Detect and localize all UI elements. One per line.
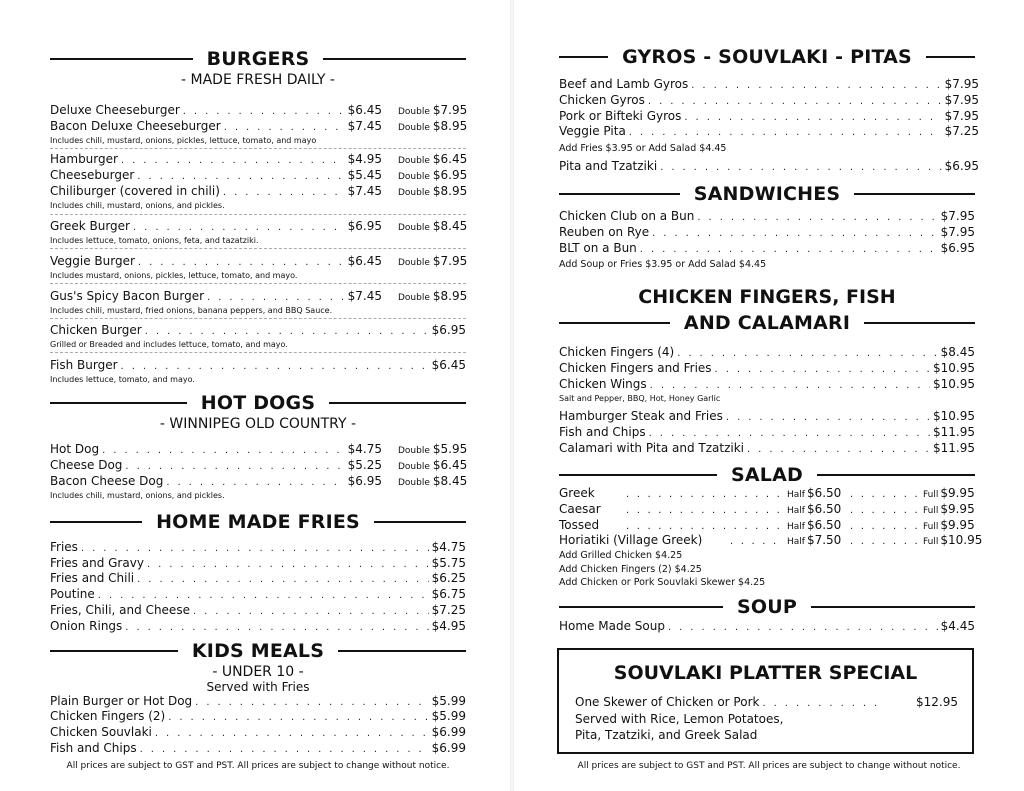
item-note: Add Chicken Fingers (2) $4.25 <box>559 564 702 575</box>
dot-leader <box>121 361 429 372</box>
double-label: Double <box>398 156 430 166</box>
dot-leader <box>626 505 784 516</box>
item-price: $5.25 <box>347 458 382 472</box>
dot-leader <box>629 127 942 138</box>
menu-item <box>559 77 979 93</box>
item-price: $7.25 <box>431 603 466 617</box>
menu-item <box>559 619 975 635</box>
salad-item <box>559 533 982 547</box>
item-price: $6.95 <box>944 159 979 173</box>
item-price: $6.45 <box>431 358 466 372</box>
heading-rule <box>811 606 975 608</box>
item-price: $5.75 <box>431 556 466 570</box>
burgers-subtitle: - MADE FRESH DAILY - <box>181 72 335 88</box>
item-name: BLT on a Bun <box>559 241 637 255</box>
item-price: $6.25 <box>431 571 466 585</box>
dashed-separator <box>50 214 466 215</box>
menu-item <box>559 377 975 393</box>
item-price: $6.95 <box>940 241 975 255</box>
double-price <box>398 119 467 133</box>
kids-heading <box>50 640 466 662</box>
item-price: $10.95 <box>933 377 975 391</box>
heading-rule <box>50 58 193 60</box>
menu-item <box>559 441 975 457</box>
dot-leader <box>224 122 345 133</box>
menu-item <box>559 409 975 425</box>
menu-item <box>50 709 466 725</box>
dot-leader <box>207 292 345 303</box>
menu-item <box>559 345 975 361</box>
item-name: Beef and Lamb Gyros <box>559 77 689 91</box>
item-price: $5.99 <box>431 709 466 723</box>
half-label: Half <box>787 506 805 516</box>
heading-rule <box>50 650 178 652</box>
dot-leader <box>121 155 345 166</box>
dot-leader <box>850 536 920 547</box>
double-label: Double <box>398 258 430 268</box>
item-name: Cheeseburger <box>50 168 135 182</box>
souvlaki-platter-box <box>557 648 974 754</box>
chicken-title-line1: CHICKEN FINGERS, FISH <box>638 286 896 308</box>
price-disclaimer: All prices are subject to GST and PST. All prices are subject to change without notice. <box>66 761 450 771</box>
menu-item <box>50 103 382 119</box>
dot-leader <box>730 536 784 547</box>
item-price: $7.95 <box>940 225 975 239</box>
menu-item <box>50 603 466 619</box>
double-price <box>398 168 467 182</box>
full-price: $9.95 <box>940 518 975 532</box>
menu-item <box>50 540 466 556</box>
chicken-heading <box>559 312 975 334</box>
menu-item <box>50 254 382 270</box>
dot-leader <box>193 606 429 617</box>
heading-rule <box>817 474 975 476</box>
menu-item <box>50 289 382 305</box>
item-name: Poutine <box>50 587 95 601</box>
menu-item <box>50 184 382 200</box>
double-label: Double <box>398 223 430 233</box>
soup-title: SOUP <box>737 596 797 618</box>
item-price: $7.45 <box>347 289 382 303</box>
heading-rule <box>559 56 608 58</box>
double-label: Double <box>398 293 430 303</box>
dot-leader <box>166 477 344 488</box>
item-name: Chicken Gyros <box>559 93 645 107</box>
item-price: $4.95 <box>347 152 382 166</box>
item-note: Add Fries $3.95 or Add Salad $4.45 <box>559 143 727 154</box>
item-name: Fries and Chili <box>50 571 135 585</box>
double-label: Double <box>398 123 430 133</box>
dashed-separator <box>50 248 466 249</box>
item-price: $10.95 <box>933 409 975 423</box>
dashed-separator <box>50 352 466 353</box>
item-name: Horiatiki (Village Greek) <box>559 533 703 547</box>
dot-leader <box>850 521 920 532</box>
item-name: Chicken Fingers and Fries <box>559 361 712 375</box>
menu-item <box>559 159 979 175</box>
item-name: Chicken Club on a Bun <box>559 209 695 223</box>
double-price <box>398 103 467 117</box>
dot-leader <box>726 412 930 423</box>
item-price: $5.99 <box>431 694 466 708</box>
item-name: Chiliburger (covered in chili) <box>50 184 220 198</box>
double-price <box>398 219 467 233</box>
gyros-title: GYROS - SOUVLAKI - PITAS <box>622 46 912 68</box>
dot-leader <box>81 543 429 554</box>
half-label: Half <box>787 522 805 532</box>
menu-item <box>559 225 975 241</box>
dot-leader <box>223 187 345 198</box>
dot-leader <box>183 106 345 117</box>
dot-leader <box>133 222 345 233</box>
double-price <box>398 289 467 303</box>
item-price: $7.95 <box>940 209 975 223</box>
double-value: $8.95 <box>432 289 468 303</box>
half-price: $6.50 <box>806 502 842 516</box>
double-value: $7.95 <box>432 254 468 268</box>
double-price <box>398 184 467 198</box>
menu-item <box>559 241 975 257</box>
dot-leader <box>850 505 920 516</box>
platter-line2: Served with Rice, Lemon Potatoes, <box>575 712 784 726</box>
item-price: $6.45 <box>347 103 382 117</box>
item-name: Greek Burger <box>50 219 130 233</box>
full-label: Full <box>922 506 939 516</box>
platter-title: SOUVLAKI PLATTER SPECIAL <box>613 662 918 684</box>
fries-title: HOME MADE FRIES <box>156 511 360 533</box>
item-name: Cheese Dog <box>50 458 123 472</box>
item-name: Bacon Cheese Dog <box>50 474 164 488</box>
item-price: $4.75 <box>347 442 382 456</box>
double-label: Double <box>398 107 430 117</box>
heading-rule <box>559 322 670 324</box>
full-label: Full <box>922 490 939 500</box>
dot-leader <box>715 364 930 375</box>
menu-item <box>50 694 466 710</box>
item-name: Chicken Burger <box>50 323 142 337</box>
full-price: $9.95 <box>940 502 975 516</box>
full-label: Full <box>922 522 939 532</box>
item-name: Fish Burger <box>50 358 118 372</box>
half-price: $6.50 <box>806 518 842 532</box>
item-note: Includes chili, mustard, onions, and pickles. <box>50 201 225 210</box>
platter-line1: One Skewer of Chicken or Pork <box>575 695 760 709</box>
double-price <box>398 442 467 456</box>
menu-item <box>559 109 979 125</box>
double-label: Double <box>398 446 430 456</box>
double-value: $6.95 <box>432 168 468 182</box>
platter-price: $12.95 <box>916 695 958 709</box>
item-name: Calamari with Pita and Tzatziki <box>559 441 744 455</box>
double-price <box>398 458 467 472</box>
item-name: Home Made Soup <box>559 619 665 633</box>
item-note: Grilled or Breaded and includes lettuce, tomato, and mayo. <box>50 340 288 349</box>
menu-item <box>559 124 979 140</box>
heading-rule <box>559 606 723 608</box>
dot-leader <box>649 428 930 439</box>
sandwiches-heading <box>559 183 975 205</box>
item-price: $7.45 <box>347 184 382 198</box>
heading-rule <box>559 193 680 195</box>
item-name: Fish and Chips <box>559 425 646 439</box>
dot-leader <box>648 96 942 107</box>
double-label: Double <box>398 188 430 198</box>
item-note: Add Soup or Fries $3.95 or Add Salad $4.45 <box>559 259 767 270</box>
item-name: Tossed <box>559 518 600 532</box>
double-value: $8.45 <box>432 474 468 488</box>
item-price: $6.99 <box>431 725 466 739</box>
menu-item <box>50 168 382 184</box>
item-price: $4.75 <box>431 540 466 554</box>
item-name: Veggie Burger <box>50 254 135 268</box>
salad-item <box>559 502 975 516</box>
menu-item <box>50 571 466 587</box>
item-price: $7.95 <box>944 77 979 91</box>
menu-item <box>50 556 466 572</box>
heading-rule <box>854 193 975 195</box>
menu-item <box>50 358 466 374</box>
double-value: $8.95 <box>432 119 468 133</box>
dot-leader <box>137 574 429 585</box>
item-note: Includes chili, mustard, onions, and pickles. <box>50 491 225 500</box>
item-name: Veggie Pita <box>559 124 626 138</box>
dot-leader <box>652 228 938 239</box>
double-price <box>398 254 467 268</box>
heading-rule <box>329 402 466 404</box>
dot-leader <box>195 697 428 708</box>
item-name: Deluxe Cheeseburger <box>50 103 180 117</box>
item-name: Fries and Gravy <box>50 556 144 570</box>
sandwiches-title: SANDWICHES <box>693 183 841 205</box>
dot-leader <box>850 489 920 500</box>
item-name: Fries, Chili, and Cheese <box>50 603 190 617</box>
item-price: $7.95 <box>944 109 979 123</box>
item-price: $10.95 <box>933 361 975 375</box>
dot-leader <box>660 162 941 173</box>
item-name: Greek <box>559 486 595 500</box>
dot-leader <box>125 461 344 472</box>
dot-leader <box>626 489 784 500</box>
double-value: $8.45 <box>432 219 468 233</box>
platter-line3: Pita, Tzatziki, and Greek Salad <box>575 728 758 742</box>
half-price: $7.50 <box>806 533 842 547</box>
price-disclaimer: All prices are subject to GST and PST. All prices are subject to change without notice. <box>577 761 961 771</box>
salad-item <box>559 518 975 532</box>
soup-heading <box>559 596 975 618</box>
menu-item <box>559 93 979 109</box>
item-name: Hamburger Steak and Fries <box>559 409 723 423</box>
dot-leader <box>697 212 937 223</box>
platter-main-line <box>575 695 958 711</box>
full-price: $9.95 <box>940 486 975 500</box>
double-value: $8.95 <box>432 184 468 198</box>
dot-leader <box>147 559 429 570</box>
item-price: $11.95 <box>933 425 975 439</box>
heading-rule <box>559 474 717 476</box>
full-label: Full <box>922 537 939 547</box>
menu-item <box>50 458 382 474</box>
heading-rule <box>338 650 466 652</box>
item-price: $7.95 <box>944 93 979 107</box>
dot-leader <box>747 444 930 455</box>
menu-item <box>50 725 466 741</box>
gyros-heading <box>559 46 975 68</box>
item-price: $4.95 <box>431 619 466 633</box>
item-note: Includes chili, mustard, onions, pickles, lettuce, tomato, and mayo <box>50 136 317 145</box>
double-value: $7.95 <box>432 103 468 117</box>
burgers-heading <box>50 48 466 70</box>
full-price: $10.95 <box>940 533 983 547</box>
double-price <box>398 152 467 166</box>
burgers-title: BURGERS <box>206 48 310 70</box>
dot-leader <box>168 712 428 723</box>
menu-item <box>50 587 466 603</box>
dot-leader <box>140 744 429 755</box>
hotdogs-title: HOT DOGS <box>200 392 316 414</box>
dot-leader <box>762 698 884 709</box>
heading-rule <box>374 521 466 523</box>
item-name: Gus's Spicy Bacon Burger <box>50 289 205 303</box>
dot-leader <box>626 521 784 532</box>
hotdogs-heading <box>50 392 466 414</box>
menu-item <box>50 442 382 458</box>
dot-leader <box>102 445 345 456</box>
double-value: $6.45 <box>432 152 468 166</box>
item-name: Hamburger <box>50 152 118 166</box>
double-price <box>398 474 467 488</box>
heading-rule <box>50 521 142 523</box>
salad-item <box>559 486 975 500</box>
double-label: Double <box>398 172 430 182</box>
kids-subtitle-served: Served with Fries <box>206 680 310 694</box>
menu-item <box>50 323 466 339</box>
item-price: $6.95 <box>431 323 466 337</box>
item-name: Reuben on Rye <box>559 225 650 239</box>
menu-item <box>50 741 466 757</box>
item-price: $6.75 <box>431 587 466 601</box>
dot-leader <box>684 112 941 123</box>
heading-rule <box>50 402 187 404</box>
kids-subtitle: - UNDER 10 - <box>212 664 304 680</box>
item-name: Chicken Fingers (2) <box>50 709 166 723</box>
item-name: Fries <box>50 540 78 554</box>
item-name: Fish and Chips <box>50 741 137 755</box>
item-price: $4.45 <box>940 619 975 633</box>
heading-rule <box>926 56 975 58</box>
menu-item <box>50 219 382 235</box>
menu-item <box>50 152 382 168</box>
double-value: $5.95 <box>432 442 468 456</box>
dot-leader <box>138 257 345 268</box>
item-name: Pita and Tzatziki <box>559 159 658 173</box>
double-label: Double <box>398 478 430 488</box>
dot-leader <box>98 590 429 601</box>
item-price: $6.95 <box>347 219 382 233</box>
menu-item <box>559 361 975 377</box>
dot-leader <box>125 622 428 633</box>
menu-item <box>50 119 382 135</box>
menu-item <box>559 425 975 441</box>
item-note: Includes lettuce, tomato, onions, feta, and tazatziki. <box>50 236 259 245</box>
dot-leader <box>650 380 930 391</box>
chicken-title-line2: AND CALAMARI <box>683 312 851 334</box>
dot-leader <box>137 171 344 182</box>
double-label: Double <box>398 462 430 472</box>
item-price: $11.95 <box>933 441 975 455</box>
item-name: Bacon Deluxe Cheeseburger <box>50 119 221 133</box>
item-name: Chicken Wings <box>559 377 647 391</box>
dot-leader <box>668 622 938 633</box>
hotdogs-subtitle: - WINNIPEG OLD COUNTRY - <box>159 416 357 432</box>
item-note: Includes lettuce, tomato, and mayo. <box>50 375 195 384</box>
kids-title: KIDS MEALS <box>191 640 325 662</box>
item-note: Add Chicken or Pork Souvlaki Skewer $4.25 <box>559 577 766 588</box>
salad-title: SALAD <box>731 464 803 486</box>
menu-item <box>559 209 975 225</box>
item-price: $7.25 <box>944 124 979 138</box>
item-price: $8.45 <box>940 345 975 359</box>
dashed-separator <box>50 148 466 149</box>
dot-leader <box>691 80 941 91</box>
menu-item <box>50 619 466 635</box>
dot-leader <box>155 728 429 739</box>
fries-heading <box>50 511 466 533</box>
heading-rule <box>323 58 466 60</box>
double-value: $6.45 <box>432 458 468 472</box>
menu-item <box>50 474 382 490</box>
half-label: Half <box>787 537 805 547</box>
item-price: $6.99 <box>431 741 466 755</box>
item-name: Hot Dog <box>50 442 100 456</box>
salad-heading <box>559 464 975 486</box>
item-price: $5.45 <box>347 168 382 182</box>
half-price: $6.50 <box>806 486 842 500</box>
item-note: Includes chili, mustard, fried onions, banana peppers, and BBQ Sauce. <box>50 306 333 315</box>
dot-leader <box>677 348 937 359</box>
item-name: Caesar <box>559 502 601 516</box>
item-note: Includes mustard, onions, pickles, lettuce, tomato, and mayo. <box>50 271 298 280</box>
dot-leader <box>145 326 429 337</box>
item-name: Pork or Bifteki Gyros <box>559 109 682 123</box>
item-note: Salt and Pepper, BBQ, Hot, Honey Garlic <box>559 394 721 403</box>
half-label: Half <box>787 490 805 500</box>
item-name: Chicken Fingers (4) <box>559 345 675 359</box>
right-menu-page <box>512 0 1024 791</box>
item-name: Onion Rings <box>50 619 123 633</box>
heading-rule <box>864 322 975 324</box>
item-price: $7.45 <box>347 119 382 133</box>
item-price: $6.45 <box>347 254 382 268</box>
dot-leader <box>640 244 938 255</box>
dashed-separator <box>50 283 466 284</box>
item-price: $6.95 <box>347 474 382 488</box>
item-name: Chicken Souvlaki <box>50 725 152 739</box>
dashed-separator <box>50 318 466 319</box>
item-note: Add Grilled Chicken $4.25 <box>559 550 683 561</box>
item-name: Plain Burger or Hot Dog <box>50 694 193 708</box>
